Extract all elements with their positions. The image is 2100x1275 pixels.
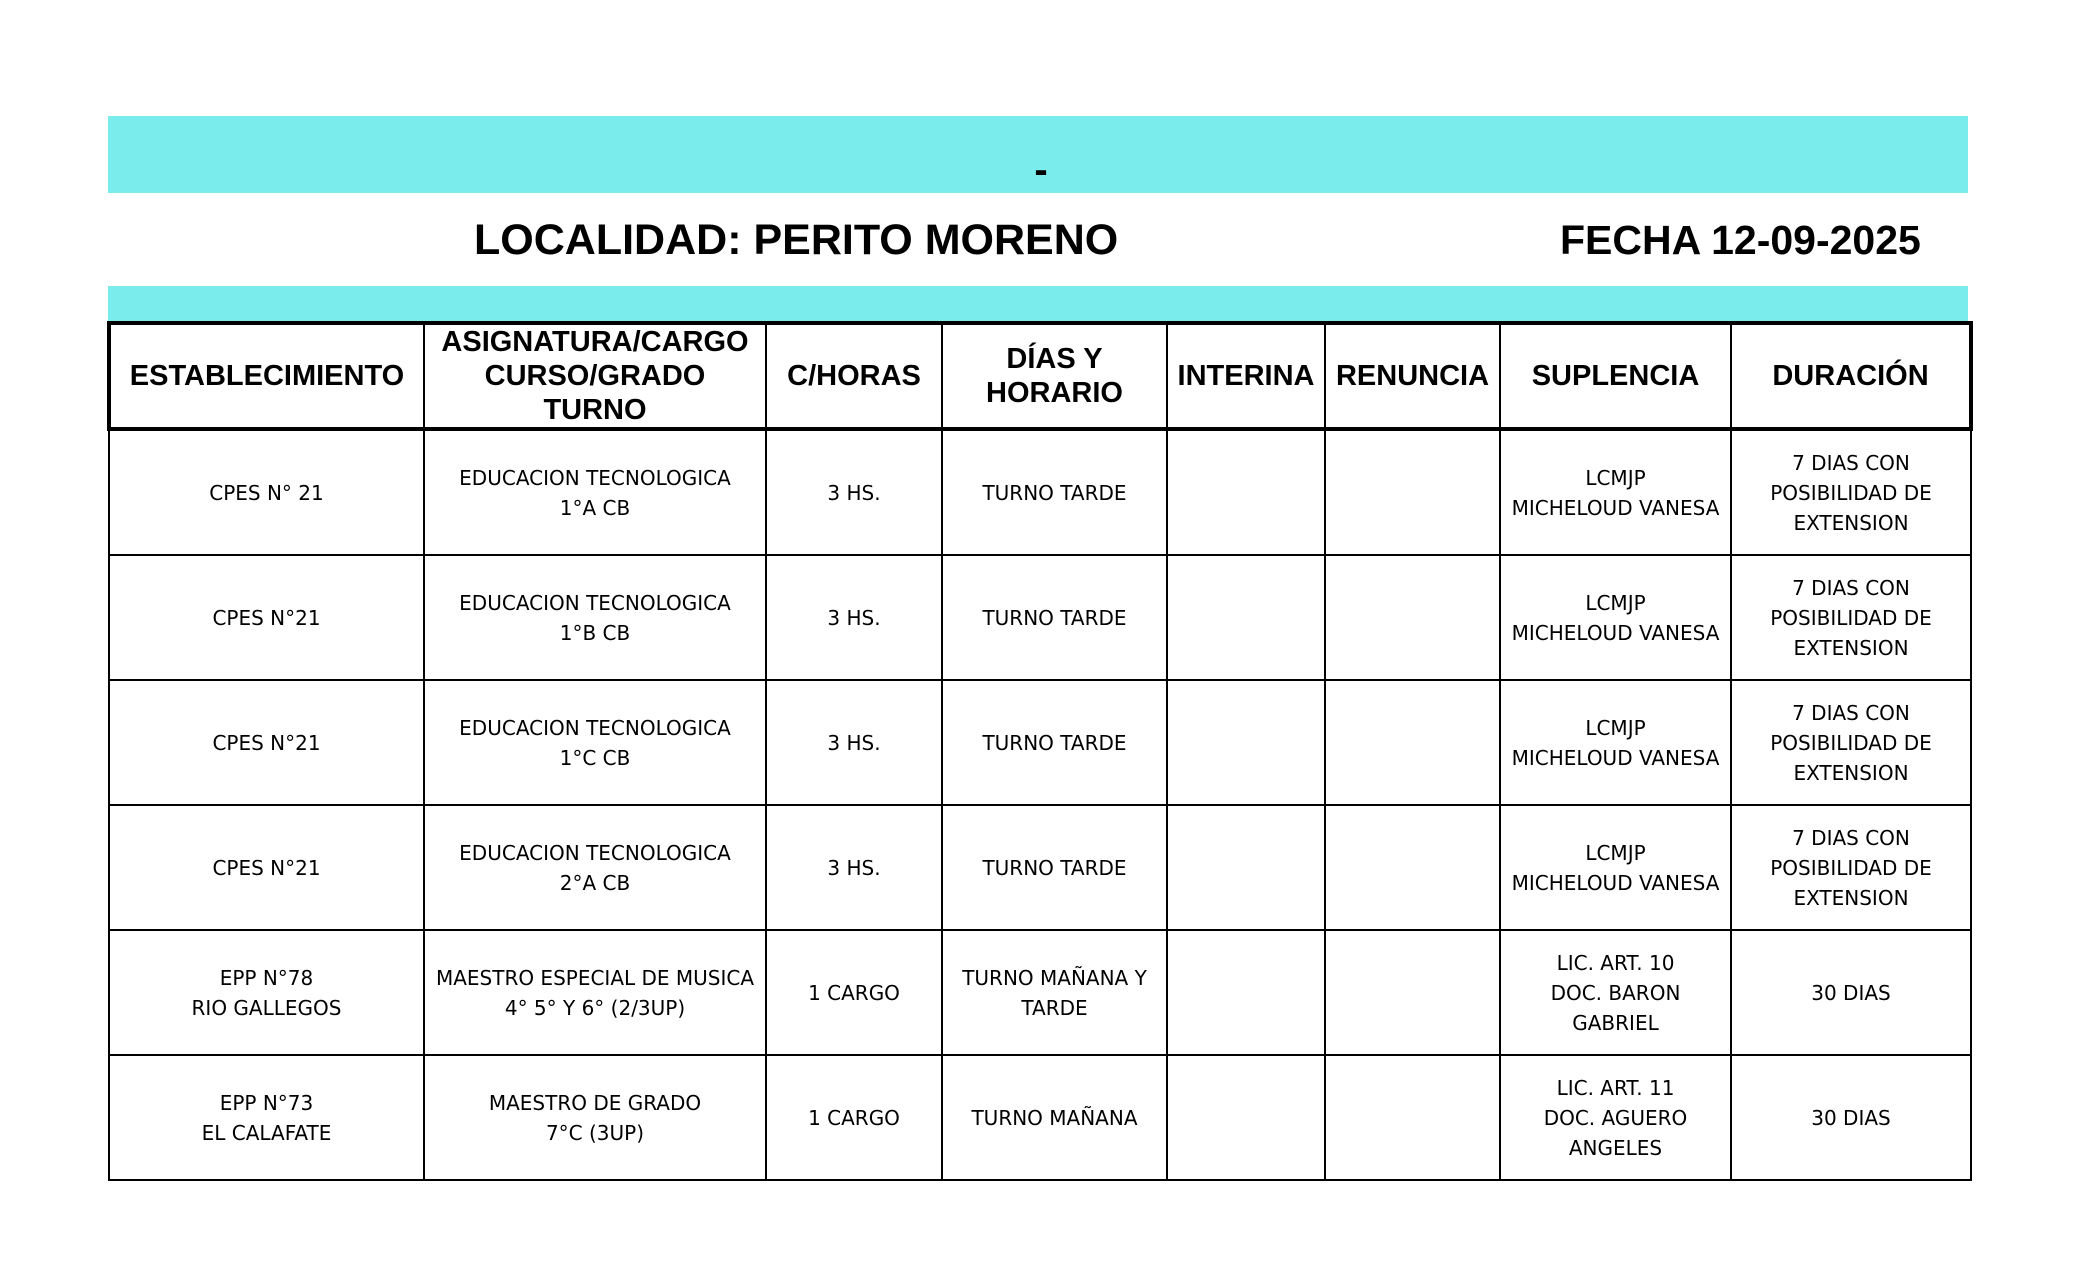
header-band-bottom <box>108 286 1968 321</box>
cell-suplencia: LCMJP MICHELOUD VANESA <box>1500 680 1731 805</box>
cell-suplencia: LIC. ART. 11 DOC. AGUERO ANGELES <box>1500 1055 1731 1180</box>
cell-asignatura: EDUCACION TECNOLOGICA 2°A CB <box>424 805 766 930</box>
cell-establecimiento: CPES N°21 <box>109 555 424 680</box>
fecha-label: FECHA 12-09-2025 <box>1560 217 1921 263</box>
cell-interina <box>1167 1055 1325 1180</box>
cell-horas: 1 CARGO <box>766 1055 942 1180</box>
cell-dias-horario: TURNO MAÑANA <box>942 1055 1167 1180</box>
col-header-dias-horario: DÍAS Y HORARIO <box>942 323 1167 429</box>
vacancies-table <box>107 321 1973 1181</box>
cell-establecimiento: CPES N°21 <box>109 680 424 805</box>
table-row <box>109 429 1971 555</box>
header-dash: - <box>1034 148 1048 192</box>
cell-horas: 1 CARGO <box>766 930 942 1055</box>
table-row <box>109 1055 1971 1180</box>
cell-renuncia <box>1325 555 1500 680</box>
cell-duracion: 30 DIAS <box>1731 930 1971 1055</box>
table-row <box>109 680 1971 805</box>
col-header-horas: C/HORAS <box>766 323 942 429</box>
cell-establecimiento: CPES N°21 <box>109 805 424 930</box>
cell-renuncia <box>1325 930 1500 1055</box>
cell-asignatura: EDUCACION TECNOLOGICA 1°B CB <box>424 555 766 680</box>
cell-interina <box>1167 429 1325 555</box>
col-header-suplencia: SUPLENCIA <box>1500 323 1731 429</box>
cell-suplencia: LCMJP MICHELOUD VANESA <box>1500 805 1731 930</box>
col-header-asignatura: ASIGNATURA/CARGO CURSO/GRADO TURNO <box>424 323 766 429</box>
cell-horas: 3 HS. <box>766 805 942 930</box>
col-header-establecimiento: ESTABLECIMIENTO <box>109 323 424 429</box>
cell-duracion: 30 DIAS <box>1731 1055 1971 1180</box>
cell-horas: 3 HS. <box>766 429 942 555</box>
cell-duracion: 7 DIAS CON POSIBILIDAD DE EXTENSION <box>1731 805 1971 930</box>
cell-renuncia <box>1325 1055 1500 1180</box>
cell-asignatura: MAESTRO DE GRADO 7°C (3UP) <box>424 1055 766 1180</box>
cell-renuncia <box>1325 429 1500 555</box>
cell-dias-horario: TURNO MAÑANA Y TARDE <box>942 930 1167 1055</box>
cell-interina <box>1167 805 1325 930</box>
cell-dias-horario: TURNO TARDE <box>942 805 1167 930</box>
table-header-row <box>109 323 1971 429</box>
cell-suplencia: LCMJP MICHELOUD VANESA <box>1500 429 1731 555</box>
cell-asignatura: MAESTRO ESPECIAL DE MUSICA 4° 5° Y 6° (2/3UP) <box>424 930 766 1055</box>
cell-dias-horario: TURNO TARDE <box>942 429 1167 555</box>
cell-interina <box>1167 930 1325 1055</box>
cell-suplencia: LIC. ART. 10 DOC. BARON GABRIEL <box>1500 930 1731 1055</box>
cell-duracion: 7 DIAS CON POSIBILIDAD DE EXTENSION <box>1731 555 1971 680</box>
col-header-renuncia: RENUNCIA <box>1325 323 1500 429</box>
table-row <box>109 555 1971 680</box>
cell-dias-horario: TURNO TARDE <box>942 555 1167 680</box>
table-row <box>109 930 1971 1055</box>
cell-duracion: 7 DIAS CON POSIBILIDAD DE EXTENSION <box>1731 680 1971 805</box>
localidad-title: LOCALIDAD: PERITO MORENO <box>474 216 1119 264</box>
cell-establecimiento: EPP N°78 RIO GALLEGOS <box>109 930 424 1055</box>
cell-renuncia <box>1325 680 1500 805</box>
cell-asignatura: EDUCACION TECNOLOGICA 1°A CB <box>424 429 766 555</box>
cell-interina <box>1167 680 1325 805</box>
cell-asignatura: EDUCACION TECNOLOGICA 1°C CB <box>424 680 766 805</box>
cell-horas: 3 HS. <box>766 680 942 805</box>
col-header-duracion: DURACIÓN <box>1731 323 1971 429</box>
table-row <box>109 805 1971 930</box>
cell-horas: 3 HS. <box>766 555 942 680</box>
cell-interina <box>1167 555 1325 680</box>
cell-duracion: 7 DIAS CON POSIBILIDAD DE EXTENSION <box>1731 429 1971 555</box>
col-header-interina: INTERINA <box>1167 323 1325 429</box>
cell-dias-horario: TURNO TARDE <box>942 680 1167 805</box>
cell-renuncia <box>1325 805 1500 930</box>
cell-establecimiento: EPP N°73 EL CALAFATE <box>109 1055 424 1180</box>
cell-establecimiento: CPES N° 21 <box>109 429 424 555</box>
cell-suplencia: LCMJP MICHELOUD VANESA <box>1500 555 1731 680</box>
